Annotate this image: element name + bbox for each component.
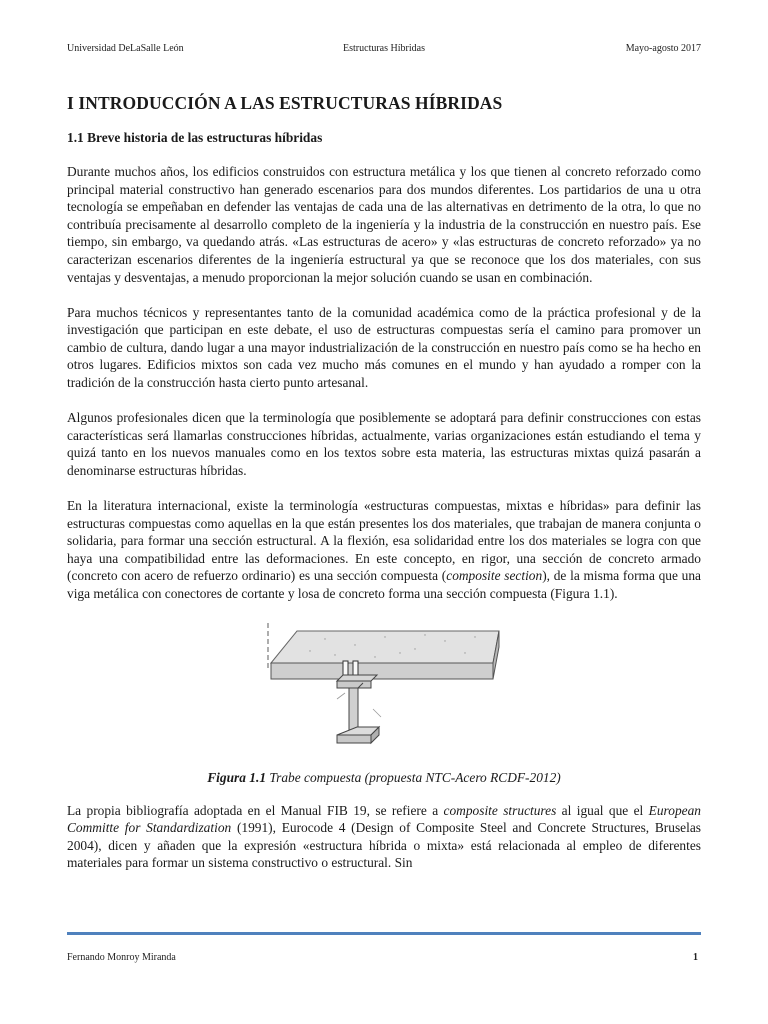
- header-institution: Universidad DeLaSalle León: [67, 43, 184, 54]
- paragraph-4: [67, 497, 701, 603]
- page-number: 1: [693, 952, 698, 963]
- composite-beam-drawing: [265, 621, 505, 753]
- paragraph-3: Algunos profesionales dicen que la terminología que posiblemente se adoptará para definir construcciones con estas características será llamarlas construcciones híbridas, actualmente, varias organizaciones están estudiando el tema y quizá tanto en los nuevos manuales como en los textos sobre esta materia, las estructuras mixtas quizá pasarán a denominarse estructuras híbridas.: [67, 410, 701, 478]
- paragraph-5-italic-b: European Committe for Standardization: [67, 802, 701, 836]
- paragraph-4-italic: composite section: [446, 568, 543, 584]
- figure-label: Figura 1.1: [207, 769, 267, 785]
- footer-rule: [67, 932, 701, 935]
- paragraph-4-text-b: ), de la misma forma que una viga metálica con conectores de cortante y losa de concreto forma una sección compuesta (Figura 1.1).: [67, 568, 701, 601]
- body-content: [67, 93, 701, 872]
- paragraph-1: Durante muchos años, los edificios construidos con estructura metálica y los que tienen al concreto reforzado como principal material constructivo han generado escenarios para dos mundos diferentes. Los partidarios de una u otra tecnología se empeñaban en defender las ventajas de cada una de las alternativas en detrimento de la otra, lo que no contribuía precisamente al desarrollo completo de la ingeniería y la industria de la construcción en nuestro país. Ese tiempo, sin embargo, va quedando atrás. «Las estructuras de acero» y «las estructuras de concreto reforzado» ya no caracterizan escenarios diferentes de la ingeniería estructural ya que se reconoce que los dos materiales, con sus ventajas y desventajas, a menudo proporcionan la mejor solución cuando se usan en combinación.: [67, 164, 701, 285]
- figure-composite-beam: [67, 621, 701, 753]
- paragraph-2: Para muchos técnicos y representantes tanto de la comunidad académica como de la práctica profesional y de la investigación que participan en este debate, el uso de estructuras compuestas sería el camino para promover un cambio de cultura, dando lugar a una mayor industrialización de la construcción en nuestro país como se ha hecho en otros lugares. Edificios mixtos son cada vez mucho más comunes en el mundo y han ayudado a romper con la tradición de la construcción hasta cierto punto artesanal.: [67, 304, 701, 391]
- paragraph-5-text-b: al igual que el: [556, 802, 649, 818]
- paragraph-5-italic-a: composite structures: [443, 802, 557, 818]
- figure-caption-text: Trabe compuesta (propuesta NTC-Acero RCDF-2012): [266, 769, 561, 785]
- header-date: Mayo-agosto 2017: [625, 43, 701, 54]
- figure-caption: [67, 770, 701, 786]
- chapter-title: I INTRODUCCIÓN A LAS ESTRUCTURAS HÍBRIDAS: [67, 93, 503, 113]
- paragraph-5-text-c: (1991), Eurocode 4 (Design of Composite Steel and Concrete Structures, Bruselas 2004), dicen y añaden que la expresión «estructura híbrida o mixta» está relacionada al empleo de diferentes materiales para formar un sistema constructivo o estructural. Sin: [67, 820, 701, 871]
- section-title: 1.1 Breve historia de las estructuras híbridas: [67, 130, 323, 145]
- header-course: Estructuras Híbridas: [343, 43, 425, 54]
- footer-author: Fernando Monroy Miranda: [67, 952, 176, 963]
- paragraph-5: [67, 802, 701, 872]
- paragraph-5-text-a: La propia bibliografía adoptada en el Manual FIB 19, se refiere a: [67, 802, 444, 818]
- paragraph-4-text-a: En la literatura internacional, existe la terminología «estructuras compuestas, mixtas e híbridas» para definir las estructuras compuestas como aquellas en la que están presentes los dos materiales, que trabajan de manera conjunta o solidaria, para formar una sección estructural. A la flexión, esa solidaridad entre los dos materiales se logra con que haya una compatibilidad entre las deformaciones. En este concepto, en rigor, una sección de concreto armado (concreto con acero de refuerzo ordinario) es una sección compuesta (: [67, 498, 701, 584]
